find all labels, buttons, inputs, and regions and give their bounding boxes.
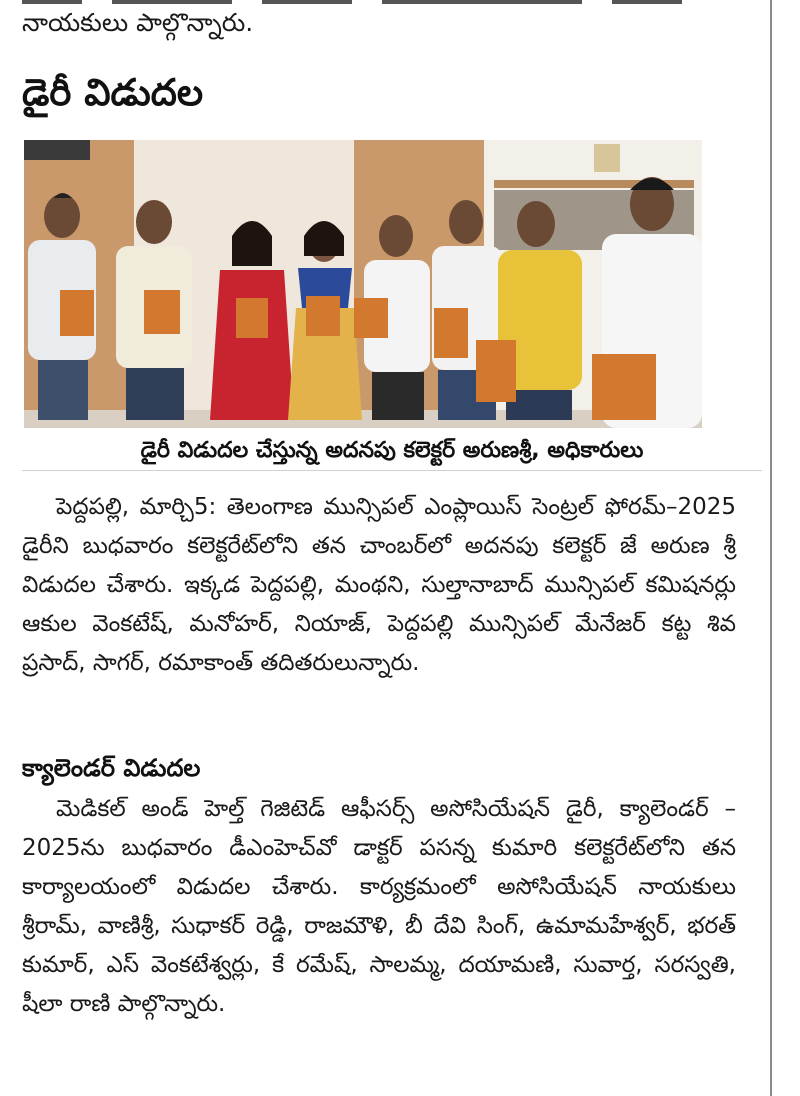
clipped-text-fragment [22,0,762,6]
article-paragraph-2: మెడికల్ అండ్ హెల్త్ గెజిటెడ్ ఆఫీసర్స్ అసోసియేషన్ డైరీ, క్యాలెండర్ –2025ను బుధవారం డీఎంహెచ్‌వో డాక్టర్ పసన్న కుమారి కలెక్టరేట్‌లోని తన కార్యాలయంలో విడుదల చేశారు. కార్యక్రమంలో అసోసియేషన్ నాయకులు శ్రీరామ్, వాణిశ్రీ, సుధాకర్ రెడ్డి, రాజమౌళి, బీ దేవి సింగ్, ఉమామహేశ్వర్, భరత్ కుమార్, ఎస్ వెంకటేశ్వర్లు, కే రమేష్, సాలమ్మ, దయామణి, సువార్త, సరస్వతి, షీలా రాణి పాల్గొన్నారు. [22,796,736,1017]
article-headline: డైరీ విడుదల [22,71,204,114]
clipped-previous-line [22,0,762,6]
article-subheading: క్యాలెండర్ విడుదల [22,754,201,782]
group-photo-illustration [24,140,702,428]
article-photo [24,140,702,428]
previous-article-last-line: నాయకులు పాల్గొన్నారు. [22,8,254,37]
photo-caption: డైరీ విడుదల చేస్తున్న అదనపు కలెక్టర్ అరుణశ్రీ, అధికారులు [22,432,762,471]
column-rule [770,0,772,1096]
article-paragraph-1: పెద్దపల్లి, మార్చి5: తెలంగాణ మున్సిపల్ ఎంప్లాయిస్ సెంట్రల్ ఫోరమ్–2025 డైరీని బుధవారం కలెక్టరేట్‌లోని తన చాంబర్‌లో అదనపు కలెక్టర్ జే అరుణ శ్రీ విడుదల చేశారు. ఇక్కడ పెద్దపల్లి, మంథని, సుల్తానాబాద్ మున్సిపల్ కమిషనర్లు ఆకుల వెంకటేష్, మనోహర్, నియాజ్, పెద్దపల్లి మున్సిపల్ మేనేజర్ కట్ట శివ ప్రసాద్, సాగర్, రమాకాంత్ తదితరులున్నారు. [22,494,736,676]
